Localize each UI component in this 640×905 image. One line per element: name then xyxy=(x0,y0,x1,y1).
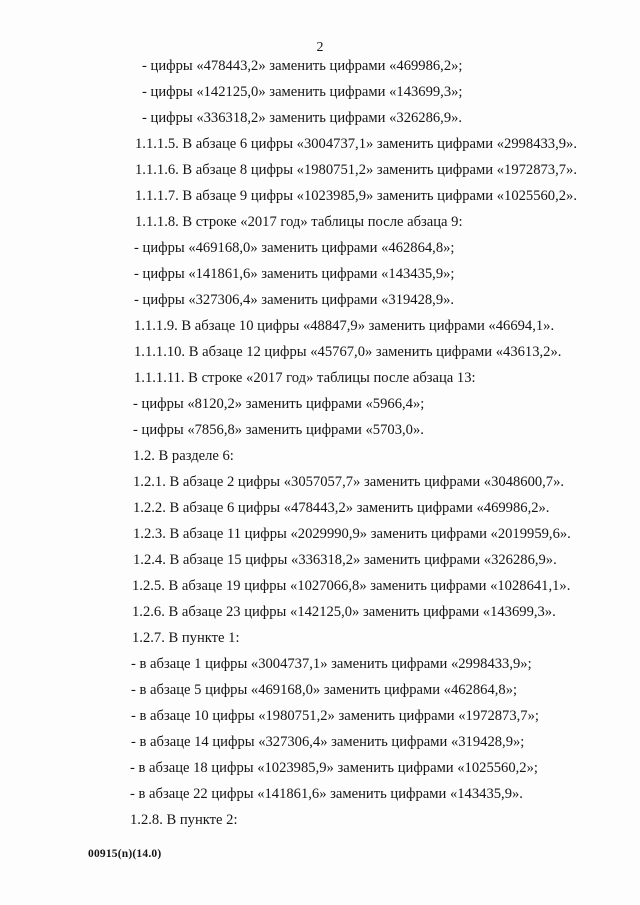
footer-code: 00915(n)(14.0) xyxy=(88,848,162,860)
text-line: 1.2.4. В абзаце 15 цифры «336318,2» заменить цифрами «326286,9». xyxy=(133,552,557,568)
text-line: 1.1.1.11. В строке «2017 год» таблицы после абзаца 13: xyxy=(134,370,476,386)
text-line: 1.1.1.8. В строке «2017 год» таблицы после абзаца 9: xyxy=(135,214,463,230)
text-line: - цифры «478443,2» заменить цифрами «469986,2»; xyxy=(142,58,463,74)
text-line: - в абзаце 18 цифры «1023985,9» заменить цифрами «1025560,2»; xyxy=(130,760,538,776)
text-line: 1.2. В разделе 6: xyxy=(133,448,234,464)
text-line: - цифры «469168,0» заменить цифрами «462864,8»; xyxy=(134,240,455,256)
text-line: - в абзаце 10 цифры «1980751,2» заменить цифрами «1972873,7»; xyxy=(131,708,539,724)
text-line: 1.1.1.10. В абзаце 12 цифры «45767,0» заменить цифрами «43613,2». xyxy=(134,344,562,360)
text-line: 1.2.7. В пункте 1: xyxy=(132,630,240,646)
text-line: 1.1.1.9. В абзаце 10 цифры «48847,9» заменить цифрами «46694,1». xyxy=(134,318,555,334)
text-line: 1.1.1.7. В абзаце 9 цифры «1023985,9» заменить цифрами «1025560,2». xyxy=(135,188,577,204)
text-line: - цифры «336318,2» заменить цифрами «326286,9». xyxy=(142,110,463,126)
text-line: 1.1.1.6. В абзаце 8 цифры «1980751,2» заменить цифрами «1972873,7». xyxy=(135,162,577,178)
text-line: - цифры «141861,6» заменить цифрами «143435,9»; xyxy=(134,266,455,282)
text-line: - в абзаце 22 цифры «141861,6» заменить цифрами «143435,9». xyxy=(130,786,523,802)
text-line: - цифры «7856,8» заменить цифрами «5703,0». xyxy=(133,422,424,438)
text-line: 1.2.5. В абзаце 19 цифры «1027066,8» заменить цифрами «1028641,1». xyxy=(132,578,571,594)
text-line: - в абзаце 1 цифры «3004737,1» заменить цифрами «2998433,9»; xyxy=(131,656,532,672)
text-line: - в абзаце 14 цифры «327306,4» заменить цифрами «319428,9»; xyxy=(131,734,525,750)
text-line: 1.2.6. В абзаце 23 цифры «142125,0» заменить цифрами «143699,3». xyxy=(132,604,556,620)
text-line: 1.2.3. В абзаце 11 цифры «2029990,9» заменить цифрами «2019959,6». xyxy=(133,526,571,542)
page-number: 2 xyxy=(316,40,324,55)
text-line: - цифры «8120,2» заменить цифрами «5966,4»; xyxy=(133,396,425,412)
text-line: - в абзаце 5 цифры «469168,0» заменить цифрами «462864,8»; xyxy=(131,682,518,698)
text-line: - цифры «142125,0» заменить цифрами «143699,3»; xyxy=(142,84,463,100)
text-line: - цифры «327306,4» заменить цифрами «319428,9». xyxy=(134,292,455,308)
text-line: 1.1.1.5. В абзаце 6 цифры «3004737,1» заменить цифрами «2998433,9». xyxy=(135,136,577,152)
text-line: 1.2.8. В пункте 2: xyxy=(130,812,238,828)
text-line: 1.2.1. В абзаце 2 цифры «3057057,7» заменить цифрами «3048600,7». xyxy=(133,474,565,490)
text-line: 1.2.2. В абзаце 6 цифры «478443,2» заменить цифрами «469986,2». xyxy=(133,500,550,516)
